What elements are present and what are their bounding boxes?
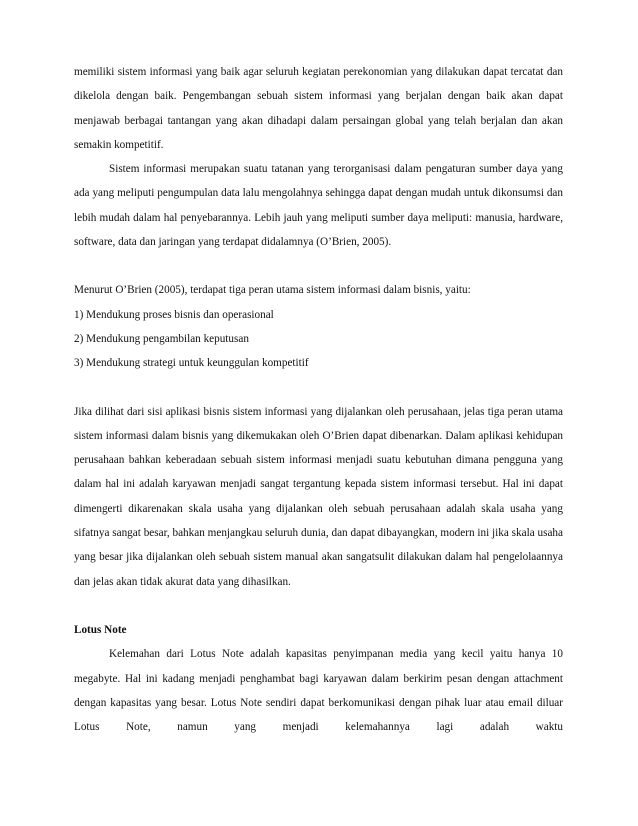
list-item-2: 2) Mendukung pengambilan keputusan xyxy=(74,332,249,345)
paragraph-lotus-note: Kelemahan dari Lotus Note adalah kapasitas penyimpanan media yang kecil yaitu hanya 10 megabyte. Hal ini kadang menjadi penghambat bagi karyawan dalam berkirim pesan dengan attachment dengan kapasitas yang besar. Lotus Note sendiri dapat berkomunikasi dengan pihak luar atau email diluar Lotus Note, namun yang menjadi kelemahannya lagi adalah waktu xyxy=(74,648,563,734)
section-heading-lotus-note: Lotus Note xyxy=(74,623,127,636)
paragraph-roles-intro: Menurut O’Brien (2005), terdapat tiga peran utama sistem informasi dalam bisnis, yaitu: xyxy=(74,284,471,297)
paragraph-intro: memiliki sistem informasi yang baik agar seluruh kegiatan perekonomian yang dilakukan dapat tercatat dan dikelola dengan baik. Pengembangan sebuah sistem informasi yang berjalan dengan baik akan dapat menjawab berbagai tantangan yang akan dihadapi dalam persaingan global yang telah berjalan dan akan semakin kompetitif. xyxy=(74,66,563,151)
list-item-3: 3) Mendukung strategi untuk keunggulan kompetitif xyxy=(74,357,309,370)
paragraph-definition: Sistem informasi merupakan suatu tatanan yang terorganisasi dalam pengaturan sumber daya yang ada yang meliputi pengumpulan data lalu mengolahnya sehingga dapat dengan mudah untuk dikonsumsi dan lebih mudah dalam hal penyebarannya. Lebih jauh yang meliputi sumber daya meliputi: manusia, hardware, software, data dan jaringan yang terdapat didalamnya (O’Brien, 2005). xyxy=(74,163,563,249)
document-body xyxy=(74,60,563,739)
list-item-1: 1) Mendukung proses bisnis dan operasional xyxy=(74,308,274,321)
paragraph-application: Jika dilihat dari sisi aplikasi bisnis sistem informasi yang dijalankan oleh perusahaan, jelas tiga peran utama sistem informasi dalam bisnis yang dikemukakan oleh O’Brien dapat dibenarkan. Dalam aplikasi kehidupan perusahaan bahkan keberadaan sebuah sistem informasi menjadi suatu kebutuhan dimana pengguna yang dalam hal ini adalah karyawan menjadi sangat tergantung kepada sistem informasi tersebut. Hal ini dapat dimengerti dikarenakan skala usaha yang dijalankan oleh sebuah perusahaan adalah skala usaha yang sifatnya sangat besar, bahkan menjangkau seluruh dunia, dan dapat dibayangkan, modern ini jika skala usaha yang besar jika dijalankan oleh sebuah sistem manual akan sangatsulit dilakukan dalam hal pengelolaannya dan jelas akan tidak akurat data yang dihasilkan. xyxy=(74,405,563,588)
